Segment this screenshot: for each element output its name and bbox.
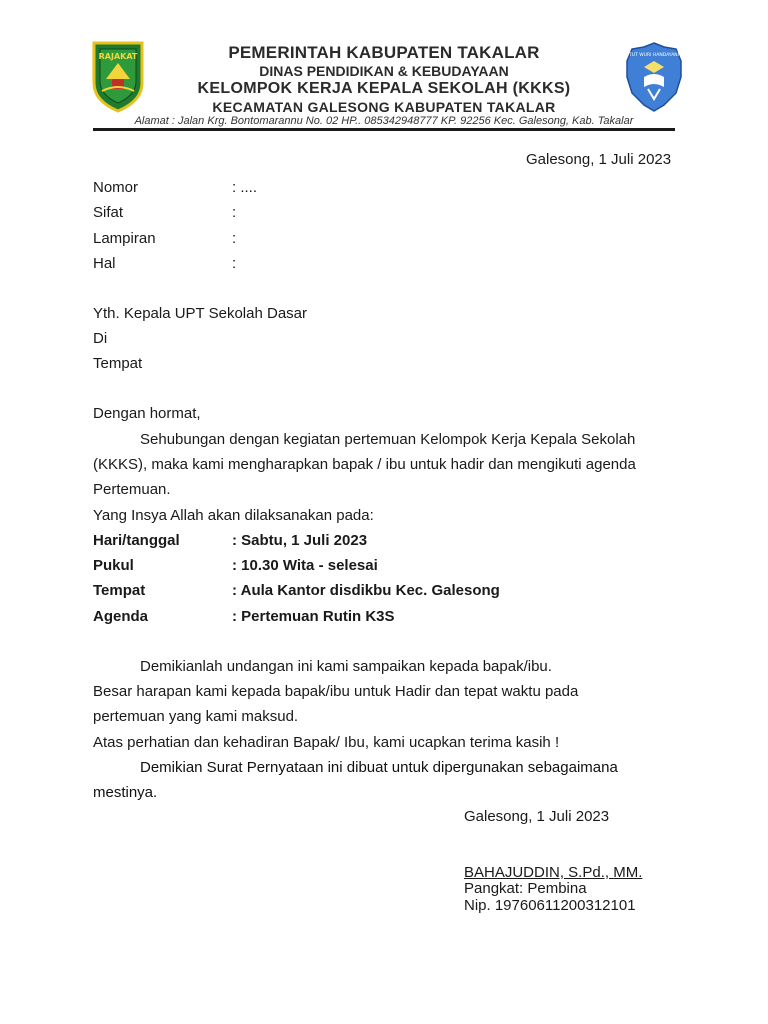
closing-line: Demikianlah undangan ini kami sampaikan kepada bapak/ibu. [140,658,552,675]
meta-value-hal: : [232,255,237,272]
recipient-line: Di [93,330,108,347]
letterhead-line-3: KELOMPOK KERJA KEPALA SEKOLAH (KKKS) [197,80,571,97]
greeting: Dengan hormat, [93,405,201,422]
closing-line: mestinya. [93,784,158,801]
schedule-value-time: : 10.30 Wita - selesai [232,557,378,574]
recipient-line: Tempat [93,355,143,372]
schedule-value-agenda: : Pertemuan Rutin K3S [232,608,395,625]
schedule-label-day: Hari/tanggal [93,532,180,549]
letterhead-address: Alamat : Jalan Krg. Bontomarannu No. 02 HP.. 085342948777 KP. 92256 Kec. Galesong, Kab. Takalar [134,115,634,127]
closing-line: Atas perhatian dan kehadiran Bapak/ Ibu, kami ucapkan terima kasih ! [93,734,560,751]
body-paragraph-line: Sehubungan dengan kegiatan pertemuan Kelompok Kerja Kepala Sekolah [140,431,636,448]
logo-wordmark: RAJAKAT [98,52,138,61]
schedule-label-place: Tempat [93,582,146,599]
meta-value-sifat: : [232,204,237,221]
schedule-label-time: Pukul [93,557,134,574]
letterhead-line-2: DINAS PENDIDIKAN & KEBUDAYAAN [259,63,509,79]
tut-wuri-handayani-logo [624,41,684,113]
meta-label-lampiran: Lampiran [93,230,156,247]
meta-value-nomor: : .... [232,179,258,196]
meta-label-sifat: Sifat [93,204,124,221]
closing-line: Demikian Surat Pernyataan ini dibuat untuk dipergunakan sebagaimana [140,759,618,776]
body-paragraph-line: Pertemuan. [93,481,171,498]
signatory-name: BAHAJUDDIN, S.Pd., MM. [464,864,643,881]
letter-date: Galesong, 1 Juli 2023 [526,151,672,168]
signatory-nip: Nip. 19760611200312101 [464,897,636,914]
meta-label-hal: Hal [93,255,116,272]
closing-line: Besar harapan kami kepada bapak/ibu untuk Hadir dan tepat waktu pada [93,683,579,700]
schedule-label-agenda: Agenda [93,608,149,625]
schedule-value-place: : Aula Kantor disdikbu Kec. Galesong [232,582,500,599]
letterhead-rule [93,128,675,131]
signatory-rank: Pangkat: Pembina [464,880,587,897]
meta-value-lampiran: : [232,230,237,247]
schedule-value-day: : Sabtu, 1 Juli 2023 [232,532,368,549]
closing-line: pertemuan yang kami maksud. [93,708,299,725]
signature-place-date: Galesong, 1 Juli 2023 [464,808,610,825]
letterhead-line-4: KECAMATAN GALESONG KABUPATEN TAKALAR [212,99,556,115]
schedule-intro: Yang Insya Allah akan dilaksanakan pada: [93,507,374,524]
letterhead-line-1: PEMERINTAH KABUPATEN TAKALAR [228,43,540,62]
takalar-regency-logo [88,39,148,113]
recipient-line: Yth. Kepala UPT Sekolah Dasar [93,305,308,322]
meta-label-nomor: Nomor [93,179,139,196]
logo-motto: TUT WURI HANDAYANI [629,53,679,58]
body-paragraph-line: (KKKS), maka kami mengharapkan bapak / ibu untuk hadir dan mengikuti agenda [93,456,636,473]
